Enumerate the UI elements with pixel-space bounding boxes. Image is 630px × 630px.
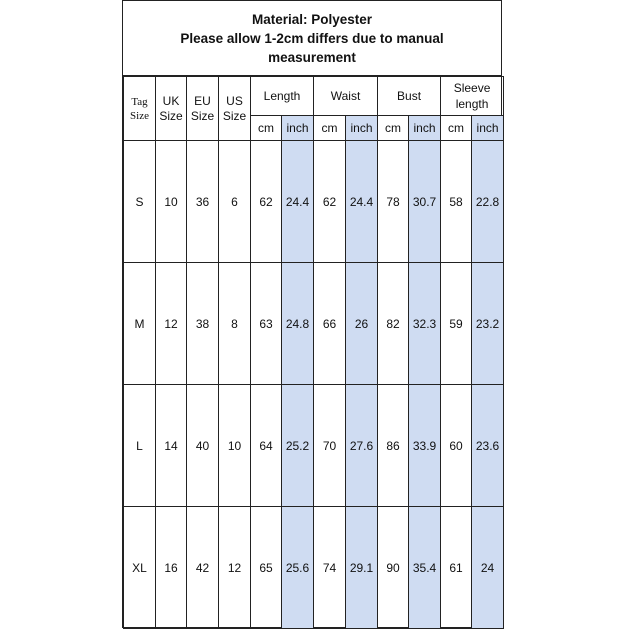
header-us-size: US Size (219, 77, 251, 141)
cell-waist-cm: 66 (314, 263, 346, 385)
cell-tag: M (124, 263, 156, 385)
cell-eu: 36 (187, 141, 219, 263)
cell-bust-cm: 86 (378, 385, 409, 507)
unit-sleeve-inch: inch (472, 116, 504, 141)
cell-us: 10 (219, 385, 251, 507)
cell-eu: 38 (187, 263, 219, 385)
table-row-s (124, 141, 504, 263)
table-row-xl (124, 507, 504, 629)
cell-length-inch: 25.2 (282, 385, 314, 507)
cell-sleeve-cm: 60 (441, 385, 472, 507)
title-note-line1: Please allow 1-2cm differs due to manual (180, 30, 444, 46)
cell-waist-inch: 29.1 (346, 507, 378, 629)
cell-eu: 42 (187, 507, 219, 629)
header-row-groups (124, 77, 504, 116)
unit-waist-cm: cm (314, 116, 346, 141)
cell-length-cm: 63 (251, 263, 282, 385)
cell-bust-inch: 30.7 (409, 141, 441, 263)
cell-tag: S (124, 141, 156, 263)
cell-bust-cm: 78 (378, 141, 409, 263)
header-sleeve-length: Sleeve length (441, 77, 504, 116)
cell-sleeve-cm: 61 (441, 507, 472, 629)
cell-length-cm: 62 (251, 141, 282, 263)
cell-waist-cm: 74 (314, 507, 346, 629)
cell-uk: 16 (156, 507, 187, 629)
cell-waist-cm: 70 (314, 385, 346, 507)
unit-length-inch: inch (282, 116, 314, 141)
cell-waist-inch: 24.4 (346, 141, 378, 263)
cell-sleeve-inch: 24 (472, 507, 504, 629)
cell-sleeve-inch: 23.2 (472, 263, 504, 385)
cell-waist-cm: 62 (314, 141, 346, 263)
unit-length-cm: cm (251, 116, 282, 141)
cell-bust-cm: 90 (378, 507, 409, 629)
title-note-line2: measurement (268, 49, 356, 65)
cell-bust-inch: 33.9 (409, 385, 441, 507)
cell-us: 12 (219, 507, 251, 629)
title-material: Material: Polyester (251, 11, 373, 27)
cell-us: 8 (219, 263, 251, 385)
cell-sleeve-cm: 58 (441, 141, 472, 263)
size-table (123, 76, 504, 629)
cell-length-cm: 65 (251, 507, 282, 629)
cell-bust-inch: 35.4 (409, 507, 441, 629)
cell-sleeve-cm: 59 (441, 263, 472, 385)
cell-uk: 14 (156, 385, 187, 507)
cell-sleeve-inch: 22.8 (472, 141, 504, 263)
cell-bust-inch: 32.3 (409, 263, 441, 385)
cell-length-inch: 24.4 (282, 141, 314, 263)
cell-uk: 10 (156, 141, 187, 263)
cell-length-inch: 24.8 (282, 263, 314, 385)
cell-sleeve-inch: 23.6 (472, 385, 504, 507)
table-row-m (124, 263, 504, 385)
cell-length-inch: 25.6 (282, 507, 314, 629)
unit-sleeve-cm: cm (441, 116, 472, 141)
cell-us: 6 (219, 141, 251, 263)
table-row-l (124, 385, 504, 507)
cell-eu: 40 (187, 385, 219, 507)
header-length: Length (251, 77, 314, 116)
cell-length-cm: 64 (251, 385, 282, 507)
cell-uk: 12 (156, 263, 187, 385)
header-uk-size: UK Size (156, 77, 187, 141)
header-eu-size: EU Size (187, 77, 219, 141)
unit-bust-cm: cm (378, 116, 409, 141)
unit-waist-inch: inch (346, 116, 378, 141)
size-chart (122, 0, 502, 628)
cell-waist-inch: 26 (346, 263, 378, 385)
cell-waist-inch: 27.6 (346, 385, 378, 507)
header-waist: Waist (314, 77, 378, 116)
chart-title (123, 1, 501, 76)
header-bust: Bust (378, 77, 441, 116)
header-tag-size: Tag Size (124, 77, 156, 141)
cell-tag: L (124, 385, 156, 507)
cell-bust-cm: 82 (378, 263, 409, 385)
cell-tag: XL (124, 507, 156, 629)
unit-bust-inch: inch (409, 116, 441, 141)
